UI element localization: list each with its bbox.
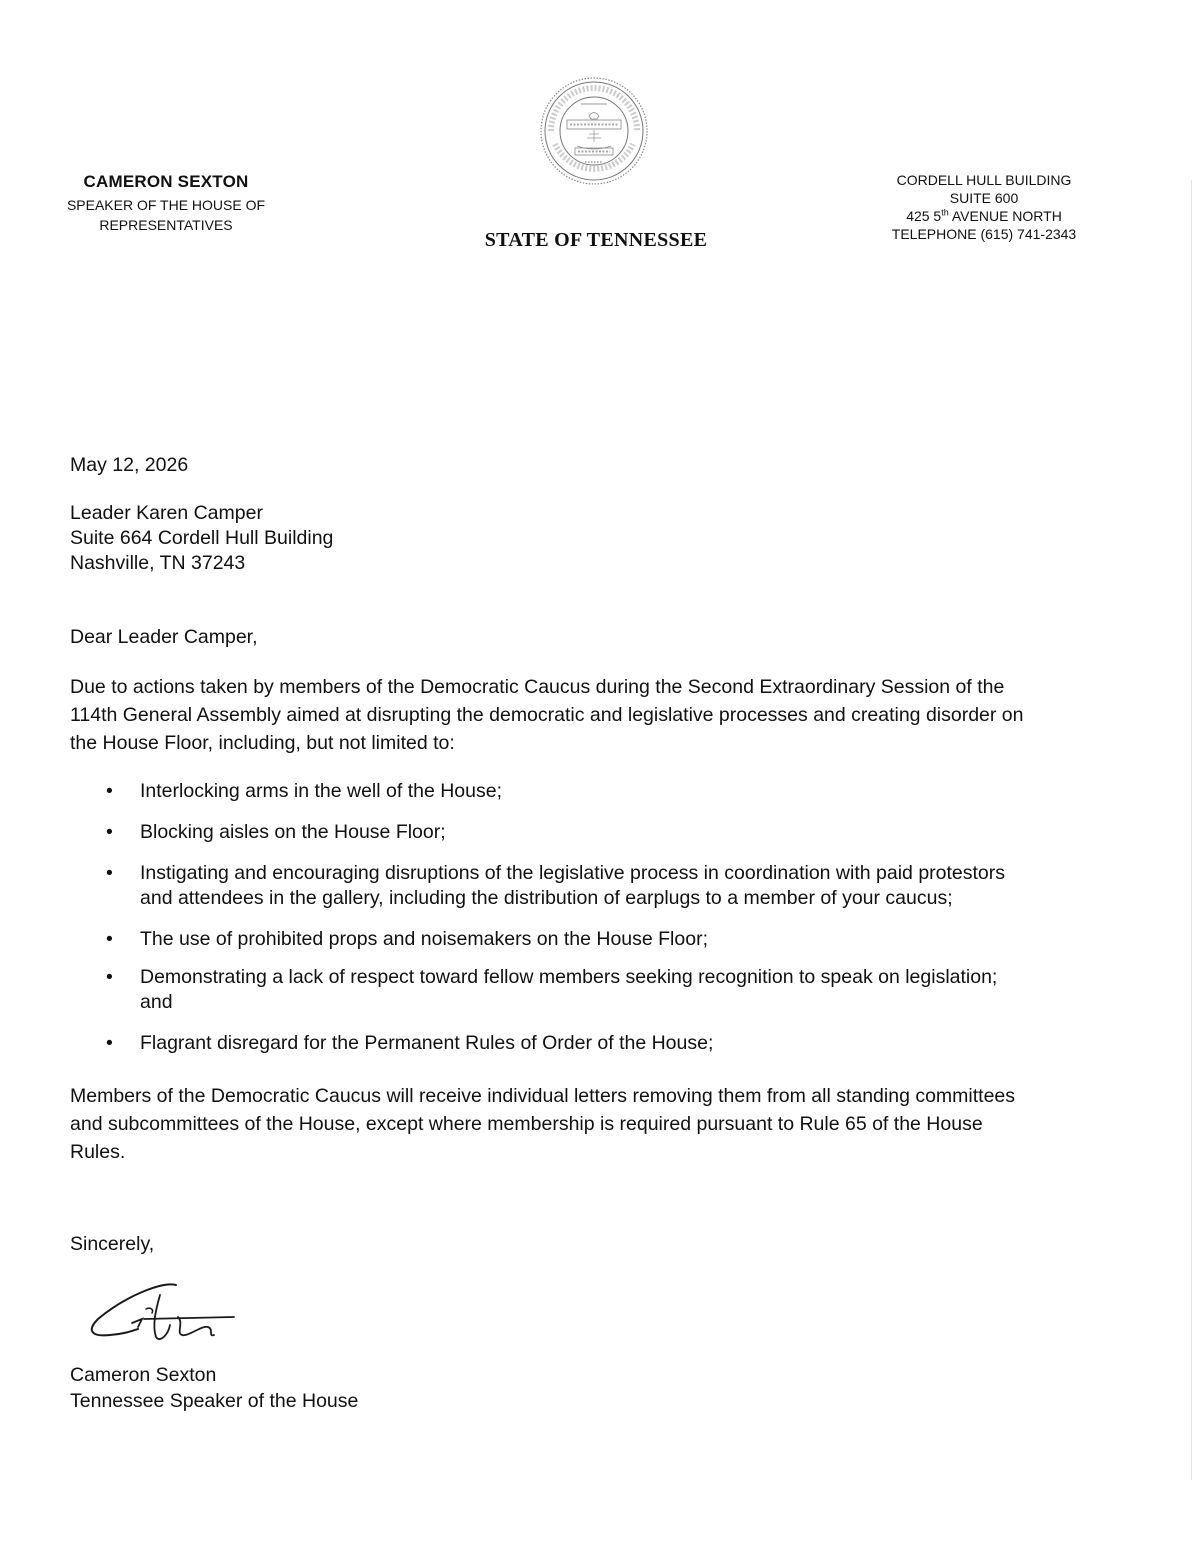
address-number: 425 5: [906, 208, 942, 224]
address-line: SUITE 600: [949, 190, 1019, 206]
paragraph-line: Due to actions taken by members of the Democratic Caucus during the Second Extraordinary Session of the: [70, 676, 1005, 698]
bullet-marker: •: [106, 966, 113, 988]
list-item-text: Interlocking arms in the well of the House;: [140, 780, 503, 802]
state-seal-icon: [537, 76, 651, 186]
bullet-marker: •: [106, 1032, 113, 1054]
sender-title-line: SPEAKER OF THE HOUSE OF: [66, 197, 266, 213]
paragraph-line: and subcommittees of the House, except where membership is required pursuant to Rule 65 of the House: [70, 1113, 983, 1135]
list-item-text: Blocking aisles on the House Floor;: [140, 821, 446, 843]
sign-off: Sincerely,: [70, 1233, 155, 1255]
signer-block: [70, 1362, 1130, 1414]
address-line: [860, 207, 1108, 225]
office-address: [860, 171, 1108, 243]
address-street: AVENUE NORTH: [948, 208, 1062, 224]
list-item-text: Flagrant disregard for the Permanent Rules of Order of the House;: [140, 1032, 714, 1054]
signature-image: [84, 1279, 244, 1359]
list-item: [70, 1031, 1130, 1056]
salutation: Dear Leader Camper,: [70, 626, 258, 648]
list-item-text: Instigating and encouraging disruptions of the legislative process in coordination with paid protestors: [140, 862, 1006, 884]
address-line: CORDELL HULL BUILDING: [896, 172, 1072, 188]
paragraph-line: the House Floor, including, but not limited to:: [70, 732, 455, 754]
letter-date: May 12, 2026: [70, 454, 189, 476]
sender-title-line: REPRESENTATIVES: [99, 217, 233, 233]
list-item-text: The use of prohibited props and noisemakers on the House Floor;: [140, 928, 708, 950]
list-item: [70, 820, 1130, 845]
recipient-block: [70, 501, 1130, 576]
list-item-text: and: [140, 991, 173, 1013]
paragraph-line: Rules.: [70, 1141, 126, 1163]
paragraph-line: Members of the Democratic Caucus will receive individual letters removing them from all standing committees: [70, 1085, 1016, 1107]
list-item: [70, 965, 1130, 1015]
sender-title: [40, 195, 292, 235]
list-item-text: and attendees in the gallery, including the distribution of earplugs to a member of your caucus;: [140, 887, 953, 909]
scan-edge-line: [1191, 180, 1192, 1480]
list-item: [70, 861, 1130, 911]
bullet-marker: •: [106, 862, 113, 884]
list-item-text: Demonstrating a lack of respect toward fellow members seeking recognition to speak on legislation;: [140, 966, 998, 988]
bullet-marker: •: [106, 780, 113, 802]
intro-paragraph: [70, 673, 1130, 757]
recipient-address-line: Nashville, TN 37243: [70, 552, 246, 574]
closing-paragraph: [70, 1082, 1130, 1166]
sender-block: [40, 172, 292, 235]
telephone: TELEPHONE (615) 741-2343: [891, 226, 1077, 242]
signer-name: Cameron Sexton: [70, 1364, 217, 1386]
bullet-marker: •: [106, 821, 113, 843]
list-item: [70, 779, 1130, 804]
address-ordinal: th: [941, 207, 949, 218]
recipient-name: Leader Karen Camper: [70, 502, 263, 524]
bullet-marker: •: [106, 928, 113, 950]
recipient-address-line: Suite 664 Cordell Hull Building: [70, 527, 334, 549]
paragraph-line: 114th General Assembly aimed at disrupting the democratic and legislative processes and creating disorder on: [70, 704, 1024, 726]
sender-name: CAMERON SEXTON: [83, 172, 249, 191]
actions-list: [70, 779, 1130, 1072]
signer-title: Tennessee Speaker of the House: [70, 1390, 359, 1412]
state-title: STATE OF TENNESSEE: [484, 229, 708, 251]
list-item: [70, 927, 1130, 952]
